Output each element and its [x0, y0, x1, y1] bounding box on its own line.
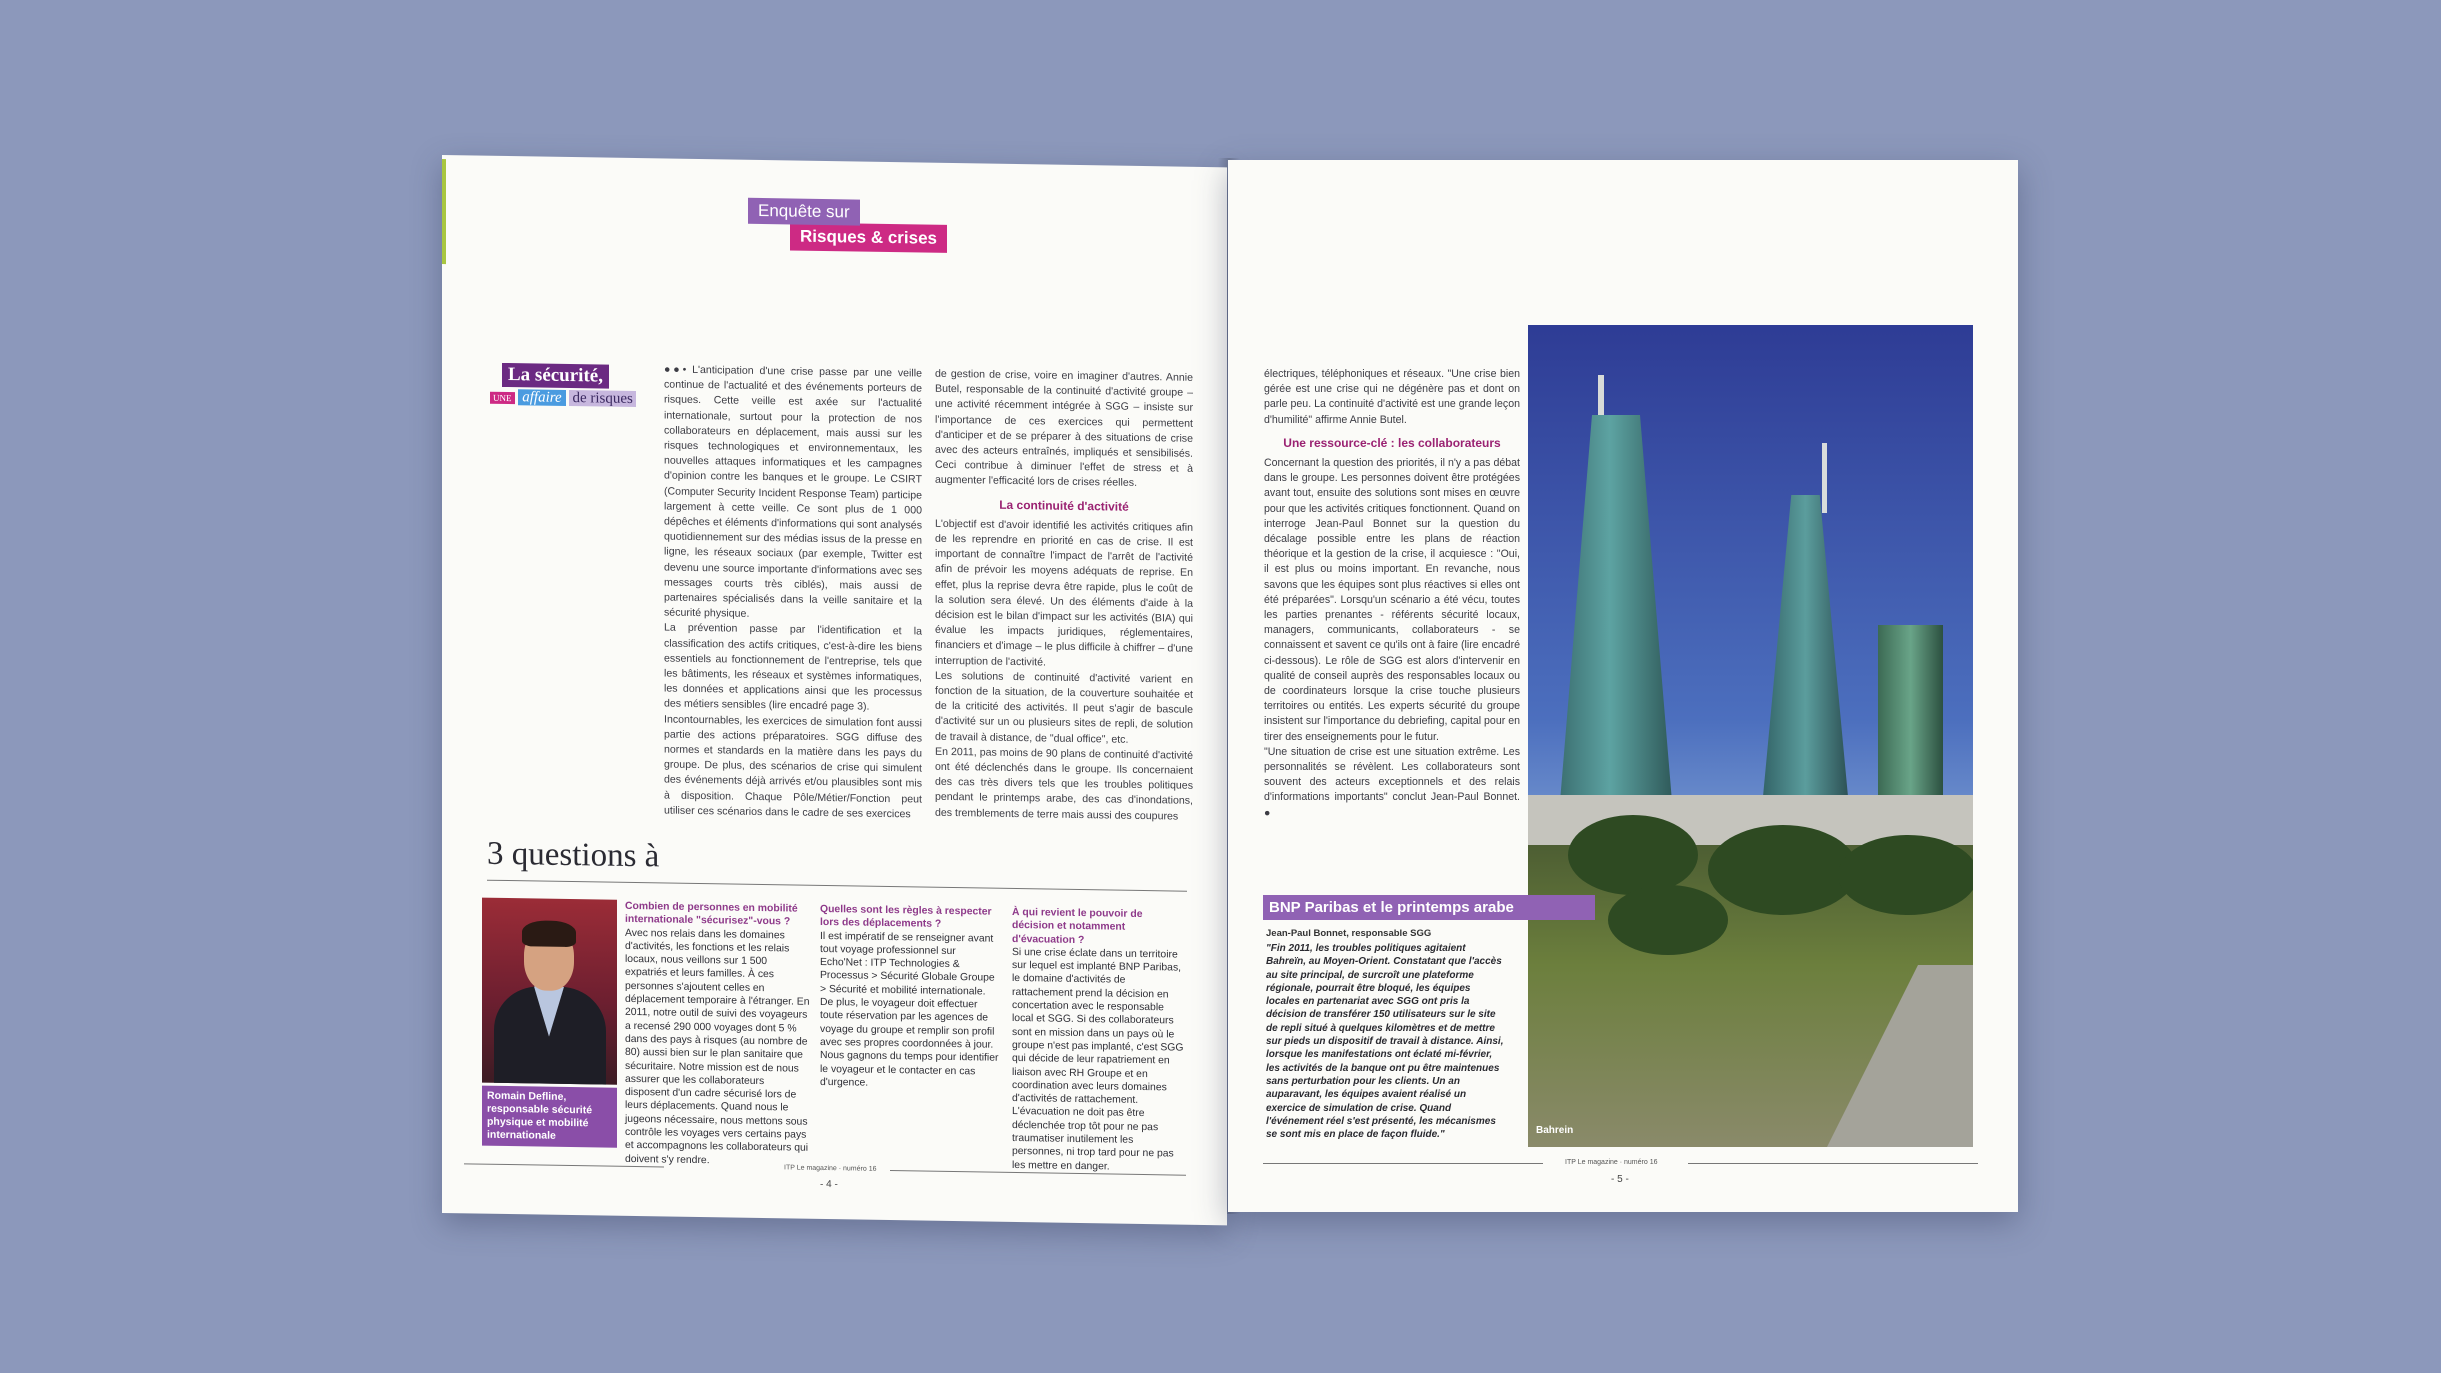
paragraph: L'objectif est d'avoir identifié les activités critiques afin de les reprendre en priorité en cas de crise. Il est important de connaître l'impact de l'arrêt de l'activité afin de prévoir les moyens adéquats de reprise. En effet, plus la reprise devra être rapide, plus le coût de la solution sera élevé. Un des éléments d'aide à la décision est le bilan d'impact sur les activités (BIA) qui évalue les impacts juridiques, réglementaires, financiers et d'image – le plus difficile à chiffrer – d'une interruption de l'activité.	[935, 517, 1193, 669]
kicker-top: Enquête sur	[748, 198, 860, 226]
question-1	[625, 900, 810, 1169]
page-edge-accent	[442, 159, 446, 264]
question-answer: Si une crise éclate dans un territoire sur lequel est implanté BNP Paribas, le domaine d'activités de rattachement prend la décision en concertation avec le responsable local et SGG. Si des collaborateurs sont en mission dans un pays où le groupe n'est pas implanté, c'est SGG qui décide de leur rapatriement en liaison avec RH Groupe et en coordination avec leurs domaines d'activités de rattachement. L'évacuation ne doit pas être déclenchée trop tôt pour ne pas traumatiser inutilement les personnes, ni trop tard pour ne pas les mettre en danger.	[1012, 946, 1184, 1173]
question-2	[820, 903, 1000, 1092]
paragraph: de gestion de crise, voire en imaginer d'autres. Annie Butel, responsable de la continuité d'activité groupe – une activité récemment intégrée à SGG – insiste sur l'importance de ces exercices qui permettent d'anticiper et de se préparer à des situations de crise avec des acteurs entraînés, impliqués et sensibilisés. Ceci contribue à diminuer l'effet de stress et à augmenter l'efficacité lors de crises réelles.	[935, 367, 1193, 490]
article-title	[490, 363, 640, 408]
question-answer: Avec nos relais dans les domaines d'activités, les fonctions et les relais locaux, nous veillons sur 1 500 expatriés et leurs familles. À ces personnes s'ajoutent celles en déplacement temporaire à l'étranger. En 2011, notre outil de suivi des voyageurs a recensé 290 000 voyages dont 5 % dans des pays à risques (au nombre de 80) aussi bien sur le plan sanitaire que sécuritaire. Notre mission est de nous assurer que les collaborateurs disposent d'un cadre sécurisé lors de leurs déplacements. Quand nous le jugeons nécessaire, nous mettons sous contrôle les voyages vers certains pays et accompagnons les collaborateurs qui doivent s'y rendre.	[625, 927, 810, 1166]
paragraph: "Une situation de crise est une situation extrême. Les personnalités se révèlent. Les collaborateurs sont souvent des acteurs exceptionnels et des relais d'informations importants" conclut Jean-Paul Bonnet. ●	[1264, 745, 1520, 819]
paragraph: Concernant la question des priorités, il n'y a pas débat dans le groupe. Les personnes doivent être protégées avant tout, ensuite des solutions sont mises en œuvre pour que les activités critiques fonctionnent. Quand on interroge Jean-Paul Bonnet sur la question du décalage possible entre les plans de réaction théorique et la gestion de la crise, il acquiesce : "Oui, il est plus ou moins important. En revanche, nous savons que les équipes sont plus réactives si elles ont été préparées". Lorsqu'un scénario a été vécu, toutes les parties prenantes - référents sécurité locaux, managers, communicants, collaborateurs - se connaissent et savent ce qu'ils ont à faire (lire encadré ci-dessous). Le rôle de SGG est alors d'intervenir en qualité de conseil auprès des responsables locaux ou de coordinateurs lorsque la crise touche plusieurs territoires ou entités. Les experts sécurité du groupe insistent sur l'importance du debriefing, capital pour en tirer des enseignements pour le futur.	[1264, 457, 1520, 743]
photo-caption: Bahrein	[1536, 1125, 1574, 1136]
footer-rule	[1688, 1163, 1978, 1164]
box-title: BNP Paribas et le printemps arabe	[1263, 895, 1595, 920]
portrait-photo	[482, 898, 617, 1085]
left-page	[442, 155, 1227, 1225]
paragraph: En 2011, pas moins de 90 plans de continuité d'activité ont été déclenchés dans le groupe. Ils concernaient des cas très divers tels que les troubles politiques pendant le printemps arabe, des cas d'inondations, des tremblements de terre mais aussi des coupures	[935, 745, 1193, 823]
title-une: UNE	[490, 391, 515, 403]
box-quote: "Fin 2011, les troubles politiques agitaient Bahreïn, au Moyen-Orient. Constatant que l'accès au site principal, de surcroît une plateforme régionale, pourrait être bloqué, les équipes locales en partenariat avec SGG ont pris la décision de transférer 150 utilisateurs sur le site de repli situé à quelques kilomètres et de mettre sur pieds un dispositif de travail à distance. Ainsi, lorsque les manifestations ont éclaté mi-février, les activités de la banque ont pu être maintenues sans perturbation pour les clients. Un an auparavant, les équipes avaient réalisé un exercice de simulation de crise. Quand l'événement réel s'est présenté, les mécanismes se sont mis en place de façon fluide."	[1266, 943, 1504, 1141]
title-affaire: affaire	[518, 389, 565, 406]
kicker-bottom: Risques & crises	[790, 222, 947, 252]
footer-rule	[1263, 1163, 1543, 1164]
paragraph: électriques, téléphoniques et réseaux. "Une crise bien gérée est une crise qui ne dégénère pas et dont on parle peu. La continuité d'activité est une grande leçon d'humilité" affirme Annie Butel.	[1264, 368, 1520, 426]
paragraph: ●●• L'anticipation d'une crise passe par une veille continue de l'actualité et des événements porteurs de risques. Cette veille est axée sur l'actualité internationale, surtout pour la protection de nos collaborateurs en déplacement, mais aussi sur les risques technologiques et environnementaux, les nouvelles attaques informatiques et les campagnes d'opinion contre les banques et le groupe. Le CSIRT (Computer Security Incident Response Team) participe largement à cette veille. Ce sont plus de 1 000 dépêches et éléments d'informations qui sont analysés quotidiennement sur des médias issus de la presse en ligne, les réseaux sociaux (par exemple, Twitter est devenu une source importante d'informations avec ses messages courts très ciblés), mais aussi de partenaires spécialisés dans la veille sanitaire et la sécurité physique.	[664, 363, 922, 621]
divider	[487, 880, 1187, 892]
title-line-1: La sécurité,	[502, 363, 609, 389]
title-risques: de risques	[569, 390, 635, 407]
footer-text: ITP Le magazine · numéro 16	[784, 1164, 877, 1173]
box-author: Jean-Paul Bonnet, responsable SGG	[1266, 928, 1432, 939]
subheading: La continuité d'activité	[999, 497, 1129, 514]
question-title: Quelles sont les règles à respecter lors des déplacements ?	[820, 903, 992, 931]
subheading: Une ressource-clé : les collaborateurs	[1283, 435, 1501, 450]
section-kicker	[748, 198, 947, 253]
page-number: - 5 -	[1611, 1174, 1629, 1185]
paragraph: La prévention passe par l'identification et la classification des actifs critiques, c'est-à-dire les biens essentiels au fonctionnement de l'entreprise, tels que les bâtiments, les réseaux et systèmes informatiques, les données et applications ainsi que les processus des métiers sensibles (lire encadré page 3).	[664, 621, 922, 714]
question-title: À qui revient le pouvoir de décision et notamment d'évacuation ?	[1012, 906, 1143, 946]
right-page	[1228, 160, 2018, 1212]
article-column-2	[935, 367, 1193, 825]
question-answer: Il est impératif de se renseigner avant tout voyage professionnel sur Echo'Net : ITP Technologies & Processus > Sécurité Globale Groupe > Sécurité et mobilité internationale. De plus, le voyageur doit effectuer toute réservation par les agences de voyage du groupe et remplir son profil avec ses propres coordonnées à jour. Nous gagnons du temps pour identifier le voyageur et le contacter en cas d'urgence.	[820, 930, 999, 1089]
paragraph: Incontournables, les exercices de simulation font aussi partie des actions préparatoires. SGG diffuse des normes et standards en la matière dans les pays du groupe. De plus, des scénarios de crise qui simulent des événements déjà arrivés et/ou plausibles sont mis à disposition. Chaque Pôle/Métier/Fonction peut utiliser ces scénarios dans le cadre de ses exercices	[664, 713, 922, 821]
paragraph: Les solutions de continuité d'activité varient en fonction de la situation, de la couverture souhaitée et de la criticité des activités. Il peut s'agir de bascule d'activité sur un ou plusieurs sites de repli, de solution de travail à distance, de "dual office", etc.	[935, 669, 1193, 746]
page-number: - 4 -	[820, 1178, 838, 1191]
questions-heading: 3 questions à	[487, 835, 660, 875]
footer-text: ITP Le magazine · numéro 16	[1565, 1159, 1658, 1166]
article-column-3	[1264, 367, 1520, 821]
article-column-1	[664, 362, 922, 822]
bahrain-towers-photo	[1528, 325, 1973, 1147]
question-3	[1012, 906, 1187, 1175]
portrait-caption: Romain Defline, responsable sécurité physique et mobilité internationale	[482, 1086, 617, 1148]
question-title: Combien de personnes en mobilité internationale "sécurisez"-vous ?	[625, 900, 798, 928]
